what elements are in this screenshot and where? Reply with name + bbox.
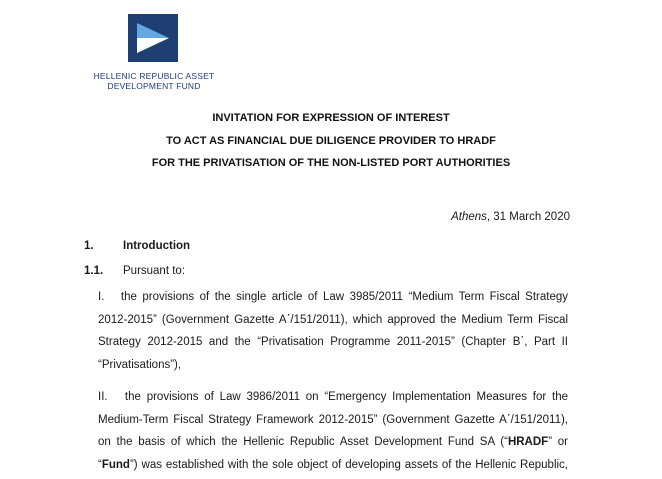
subsection-number: 1.1. bbox=[84, 265, 104, 277]
item-2-line: Medium-Term Fiscal Strategy Framework 2012-2015” (Government Gazette A΄/151/2011), bbox=[98, 413, 568, 426]
item-2-line bbox=[98, 454, 568, 477]
item-1-line: 2012-2015” (Government Gazette A΄/151/2011), which approved the Medium Term Fiscal bbox=[98, 313, 568, 326]
section-title: Introduction bbox=[123, 240, 191, 252]
item-1-line: Strategy 2012-2015 and the “Privatisation Programme 2011-2015” (Chapter B΄, Part II bbox=[98, 336, 568, 349]
item-2-text: “ bbox=[98, 458, 102, 471]
title-line3: FOR THE PRIVATISATION OF THE NON-LISTED PORT AUTHORITIES bbox=[151, 157, 511, 169]
fund-term: Fund bbox=[101, 458, 130, 471]
subsection-text: Pursuant to: bbox=[123, 265, 186, 277]
item-1-line: “Privatisations”), bbox=[98, 358, 182, 371]
org-name-line2: DEVELOPMENT FUND bbox=[107, 81, 201, 91]
org-name-line1: HELLENIC REPUBLIC ASSET bbox=[93, 71, 215, 81]
item-2-text: ” or bbox=[548, 436, 569, 449]
hradf-logo-icon bbox=[128, 14, 178, 62]
item-1-line: I. the provisions of the single article of Law 3985/2011 “Medium Term Fiscal Strategy bbox=[98, 291, 568, 303]
item-2-text: on the basis of which the Hellenic Republic Asset Development Fund SA (“ bbox=[98, 436, 508, 449]
title-line1: INVITATION FOR EXPRESSION OF INTEREST bbox=[212, 112, 450, 124]
date-text: , 31 March 2020 bbox=[486, 211, 570, 223]
hradf-term: HRADF bbox=[507, 436, 549, 449]
section-number: 1. bbox=[84, 240, 94, 252]
item-1-paragraph bbox=[98, 286, 568, 376]
item-2-line: II. the provisions of Law 3986/2011 on “Emergency Implementation Measures for the bbox=[98, 391, 568, 403]
item-2-line bbox=[98, 431, 568, 454]
date-city: Athens bbox=[451, 211, 487, 223]
document-date bbox=[451, 211, 570, 223]
item-2-text: ”) was established with the sole object of developing assets of the Hellenic Republic, bbox=[129, 458, 568, 471]
title-line2: TO ACT AS FINANCIAL DUE DILIGENCE PROVIDER TO HRADF bbox=[166, 135, 496, 147]
item-2-paragraph bbox=[98, 386, 568, 476]
